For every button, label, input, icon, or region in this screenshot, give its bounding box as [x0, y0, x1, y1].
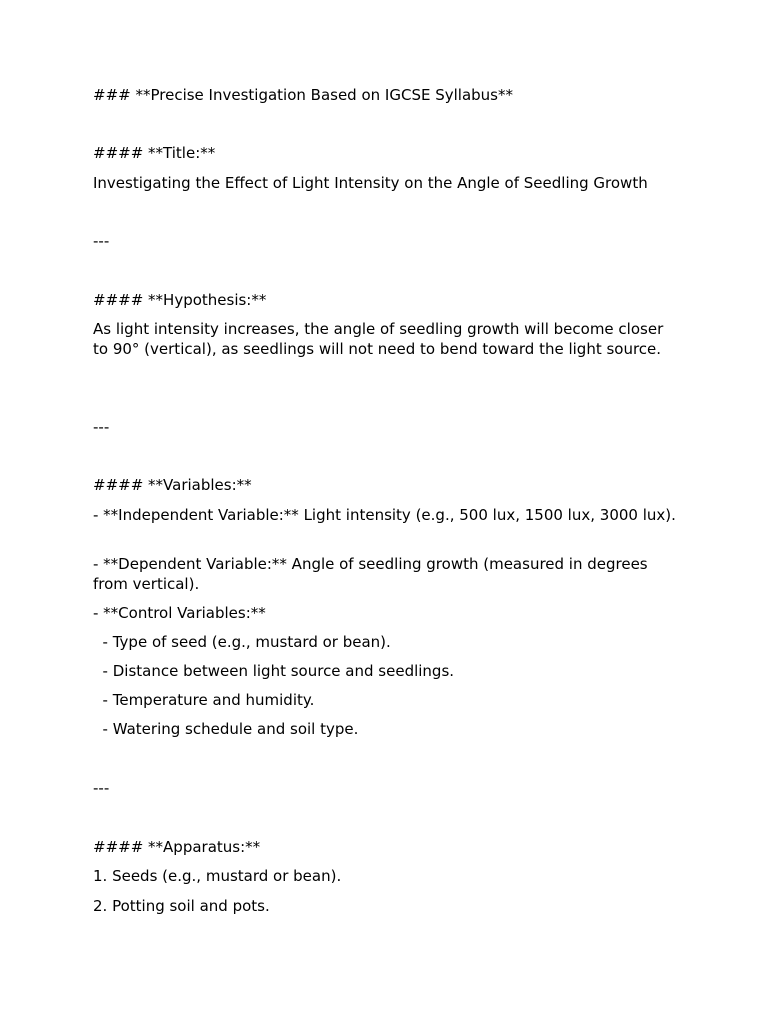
separator: --- [93, 232, 110, 250]
separator: --- [93, 418, 110, 436]
independent-variable: - **Independent Variable:** Light intensity (e.g., 500 lux, 1500 lux, 3000 lux). [93, 506, 676, 524]
hypothesis-heading: #### **Hypothesis:** [93, 291, 267, 309]
dependent-variable: - **Dependent Variable:** Angle of seedling growth (measured in degrees from vertical). [93, 555, 653, 593]
apparatus-item: 1. Seeds (e.g., mustard or bean). [93, 867, 342, 885]
title-text: Investigating the Effect of Light Intensity on the Angle of Seedling Growth [93, 174, 648, 192]
control-variable-item: - Distance between light source and seedlings. [93, 662, 455, 680]
title-heading: #### **Title:** [93, 144, 216, 162]
control-variables-heading: - **Control Variables:** [93, 604, 266, 622]
apparatus-item: 2. Potting soil and pots. [93, 897, 270, 915]
control-variable-item: - Type of seed (e.g., mustard or bean). [93, 633, 391, 651]
separator: --- [93, 779, 110, 797]
control-variable-item: - Temperature and humidity. [93, 691, 315, 709]
control-variable-item: - Watering schedule and soil type. [93, 720, 359, 738]
apparatus-heading: #### **Apparatus:** [93, 838, 261, 856]
hypothesis-text: As light intensity increases, the angle of seedling growth will become closer to 90° (vertical), as seedlings will not need to bend toward the light source. [93, 320, 669, 358]
variables-heading: #### **Variables:** [93, 476, 252, 494]
document-heading: ### **Precise Investigation Based on IGCSE Syllabus** [93, 86, 513, 104]
